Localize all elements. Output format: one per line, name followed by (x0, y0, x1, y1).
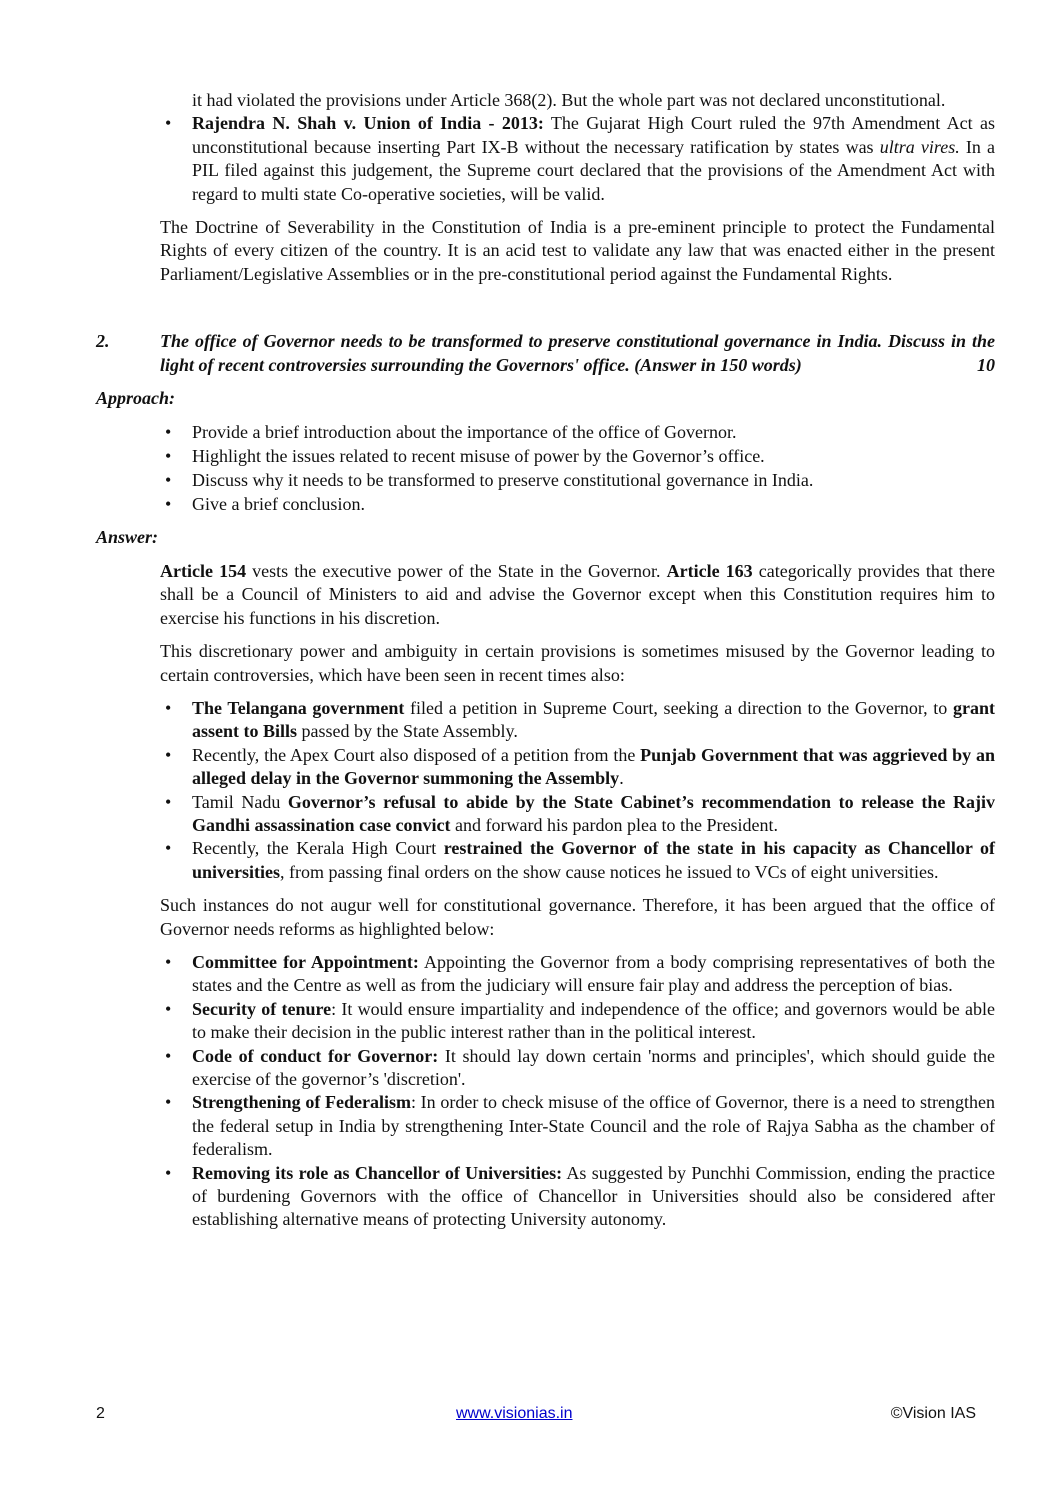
text-segment: Recently, the Apex Court also disposed of a petition from the (192, 744, 641, 765)
text-segment: vests the executive power of the State in the Governor. (246, 560, 667, 581)
question-number: 2. (96, 331, 110, 352)
bold-text: grant assent to Bills (192, 697, 995, 742)
text-segment: filed a petition in Supreme Court, seeking a direction to the Governor, to (404, 697, 953, 718)
text-segment: As suggested by Punchhi Commission, ending the practice of burdening Governors with the office of Chancellor in Universities should also be considered after establishing alternative means of protecting University autonomy. (192, 1162, 995, 1230)
case-list (192, 112, 995, 206)
bold-text: Removing its role as Chancellor of Universities: (192, 1162, 563, 1183)
bullet-item (192, 744, 995, 791)
bold-text: restrained the Governor of the state in his capacity as Chancellor of universities (192, 838, 996, 882)
text-segment: Discuss why it needs to be transformed to preserve constitutional governance in India. (192, 470, 814, 491)
text-segment: It should lay down certain 'norms and principles', which should guide the exercise of the governor’s 'discretion'. (192, 1045, 995, 1089)
text-segment: Appointing the Governor from a body comprising representatives of both the states and the Centre as well as from the judiciary will ensure fair play and address the perception of bias. (192, 951, 995, 996)
text-segment: Such instances do not augur well for constitutional governance. Therefore, it has been argued that the office of Governor needs reforms as highlighted below: (160, 895, 995, 939)
text-segment: In a PIL filed against this judgement, the Supreme court declared that the provisions of the Amendment Act with regard to multi state Co-operative societies, will be valid. (192, 136, 996, 204)
bold-text: Article 154 (160, 560, 247, 581)
reforms-list (192, 951, 995, 1232)
bold-text: Security of tenure (192, 998, 332, 1019)
page-footer (96, 1404, 976, 1464)
bold-text: Governor’s refusal to abide by the State Cabinet’s recommendation to release the Rajiv Gandhi assassination case convict (192, 791, 996, 835)
page-number: 2 (96, 1405, 105, 1422)
approach-heading: Approach: (96, 388, 176, 409)
text-segment: . (619, 768, 624, 789)
text-segment: The Gujarat High Court ruled the 97th Amendment Act as unconstitutional because inserting Part IX-B without the necessary ratification by states was (192, 113, 996, 157)
bold-text: The Telangana government (192, 697, 405, 718)
bullet-item (192, 1091, 995, 1161)
severability-conclusion (160, 216, 995, 286)
bold-text: Committee for Appointment: (192, 951, 419, 972)
bold-text: Strengthening of Federalism (192, 1092, 411, 1113)
text-segment: passed by the State Assembly. (297, 721, 518, 742)
bullet-item (192, 444, 995, 468)
text-segment: : In order to check misuse of the office of Governor, there is a need to strengthen the federal setup in India by strengthening Inter-State Council and the role of Rajya Sabha as the chamber of federalism. (192, 1092, 995, 1160)
text-segment: Recently, the Kerala High Court (192, 838, 444, 859)
text-segment: Provide a brief introduction about the importance of the office of Governor. (192, 422, 737, 443)
bullet-item (192, 492, 995, 516)
page-content (0, 89, 1058, 1404)
answer-intro (160, 560, 995, 630)
text-segment: , from passing final orders on the show cause notices he issued to VCs of eight universities. (280, 861, 939, 882)
text-segment: Tamil Nadu (192, 791, 288, 812)
bullet-item (192, 951, 995, 998)
bullet-item (192, 791, 995, 838)
text-segment: Give a brief conclusion. (192, 494, 365, 515)
bullet-item (192, 112, 995, 206)
bullet-item (192, 837, 995, 884)
bullet-item (192, 1162, 995, 1232)
bold-text: Code of conduct for Governor: (192, 1045, 439, 1066)
text-segment: it had violated the provisions under Article 368(2). But the whole part was not declared unconstitutional. (192, 90, 946, 110)
text-segment: categorically provides that there shall be a Council of Ministers to aid and advise the Governor except when this Constitution requires him to exercise his functions in his discretion. (160, 560, 996, 628)
italic-text: ultra vires. (879, 136, 960, 157)
bullet-item (192, 697, 995, 744)
bold-text: Punjab Government that was aggrieved by an alleged delay in the Governor summoning the Assembly (192, 744, 995, 789)
approach-list (192, 420, 995, 516)
bold-text: Rajendra N. Shah v. Union of India - 2013: (192, 113, 544, 134)
copyright: ©Vision IAS (890, 1405, 976, 1422)
text-segment: This discretionary power and ambiguity in certain provisions is sometimes misused by the Governor leading to certain controversies, which have been seen in recent times also: (160, 641, 995, 685)
website-link[interactable]: www.visionias.in (456, 1405, 573, 1422)
bullet-item (192, 420, 995, 444)
text-segment: and forward his pardon plea to the President. (450, 814, 778, 835)
answer-heading: Answer: (96, 527, 159, 548)
answer-paragraph-2 (160, 640, 995, 687)
question-text: The office of Governor needs to be transformed to preserve constitutional governance in India. Discuss in the light of recent controversies surrounding the Governors' office. (Answer in 150 words) (160, 331, 995, 375)
bullet-item (192, 998, 995, 1045)
bold-text: Article 163 (666, 560, 753, 581)
bullet-item (192, 468, 995, 492)
question-marks: 10 (977, 354, 995, 375)
text-segment: Highlight the issues related to recent misuse of power by the Governor’s office. (192, 446, 765, 467)
controversies-list (192, 697, 995, 884)
text-segment: The Doctrine of Severability in the Constitution of India is a pre-eminent principle to protect the Fundamental Rights of every citizen of the country. It is an acid test to validate any law that was enacted either in the present Parliament/Legislative Assemblies or in the pre-constitutional period against the Fundamental Rights. (160, 217, 995, 284)
bullet-item (192, 1045, 995, 1092)
question-2 (96, 330, 995, 377)
continuation-text (192, 89, 995, 112)
text-segment: : It would ensure impartiality and independence of the office; and governors would be able to make their decision in the public interest rather than in the political interest. (192, 998, 995, 1043)
answer-paragraph-3 (160, 894, 995, 941)
